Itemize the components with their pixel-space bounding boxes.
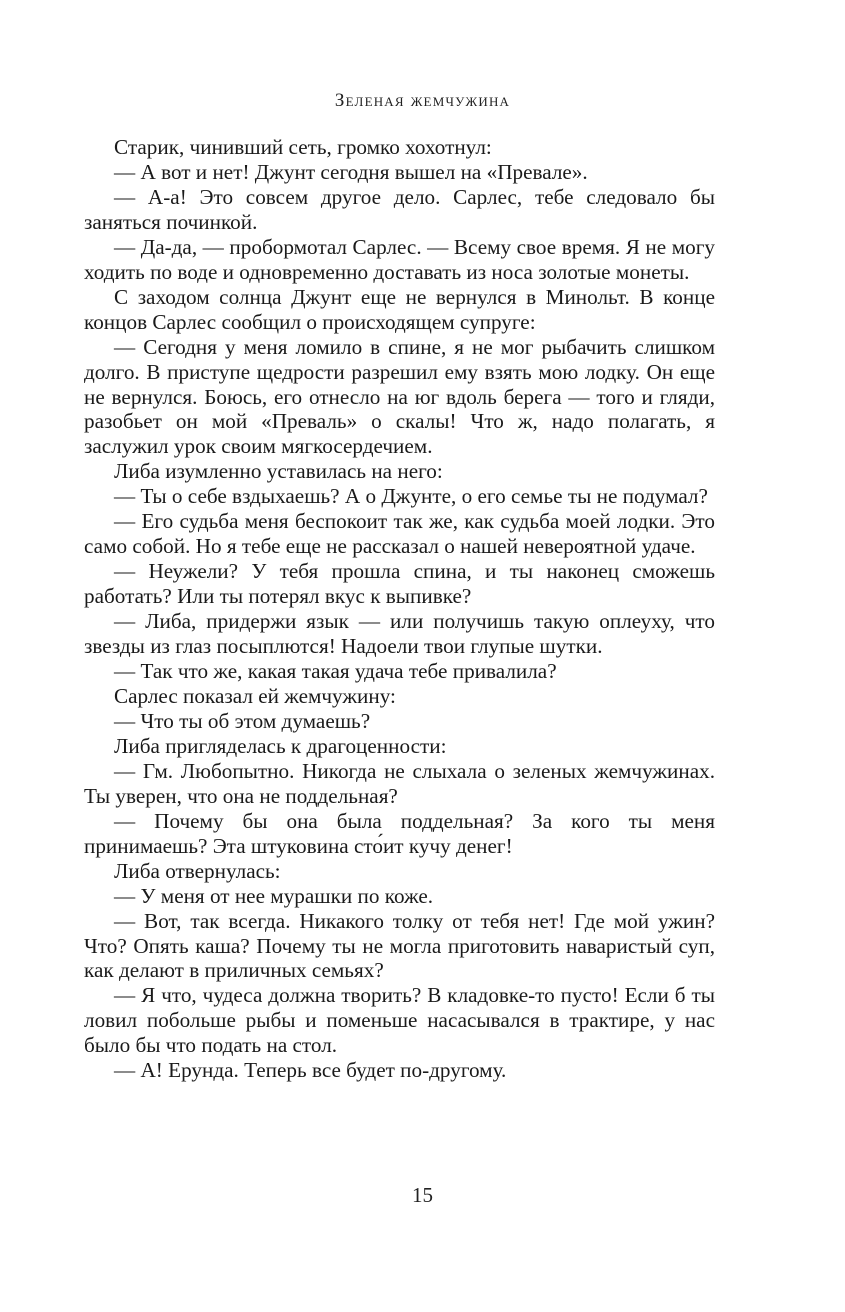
paragraph: — Почему бы она была поддельная? За кого ты меня принимаешь? Эта штуковина сто́ит кучу денег! — [84, 808, 715, 858]
paragraph: — Гм. Любопытно. Никогда не слыхала о зеленых жемчужинах. Ты уверен, что она не поддельная? — [84, 758, 715, 808]
paragraph: — Вот, так всегда. Никакого толку от тебя нет! Где мой ужин? Что? Опять каша? Почему ты не могла приготовить наваристый суп, как делают в приличных семьях? — [84, 908, 715, 983]
paragraph: — У меня от нее мурашки по коже. — [114, 883, 434, 908]
paragraph: — Сегодня у меня ломило в спине, я не мог рыбачить слишком долго. В приступе щедрости разрешил ему взять мою лодку. Он еще не вернулся. Боюсь, его отнесло на юг вдоль берега — того и гляди, разобьет он мой «Преваль» о скалы! Что ж, надо полагать, я заслужил урок своим мягкосердечием. — [84, 334, 715, 459]
page-number: 15 — [412, 1183, 433, 1207]
paragraph: — Я что, чудеса должна творить? В кладовке-то пусто! Если б ты ловил побольше рыбы и поменьше насасывался в трактире, у нас было бы что подать на стол. — [84, 983, 715, 1058]
paragraph: — Так что же, какая такая удача тебе привалила? — [114, 659, 557, 684]
paragraph: Либа отвернулась: — [114, 858, 281, 883]
paragraph: Сарлес показал ей жемчужину: — [114, 683, 396, 708]
paragraph: — Его судьба меня беспокоит так же, как судьба моей лодки. Это само собой. Но я тебе еще не рассказал о нашей невероятной удаче. — [84, 509, 715, 559]
paragraph: Либа изумленно уставилась на него: — [114, 459, 443, 484]
paragraph: — А-а! Это совсем другое дело. Сарлес, тебе следовало бы заняться починкой. — [84, 184, 715, 234]
paragraph: — А вот и нет! Джунт сегодня вышел на «Превале». — [114, 159, 588, 184]
paragraph: — Ты о себе вздыхаешь? А о Джунте, о его семье ты не подумал? — [114, 484, 708, 509]
paragraph: С заходом солнца Джунт еще не вернулся в Минольт. В конце концов Сарлес сообщил о происходящем супруге: — [84, 284, 715, 334]
paragraph: Либа пригляделась к драгоценности: — [114, 733, 447, 758]
running-head: Зеленая жемчужина — [334, 90, 511, 111]
paragraph: — Неужели? У тебя прошла спина, и ты наконец сможешь работать? Или ты потерял вкус к выпивке? — [84, 559, 715, 609]
paragraph: — Что ты об этом думаешь? — [114, 708, 371, 733]
paragraph: Старик, чинивший сеть, громко хохотнул: — [114, 135, 492, 159]
body-text — [84, 135, 715, 1083]
paragraph: — Либа, придержи язык — или получишь такую оплеуху, что звезды из глаз посыплются! Надоели твои глупые шутки. — [84, 609, 715, 659]
paragraph: — А! Ерунда. Теперь все будет по-другому. — [114, 1058, 507, 1083]
paragraph: — Да-да, — пробормотал Сарлес. — Всему свое время. Я не могу ходить по воде и одновременно доставать из носа золотые монеты. — [84, 234, 715, 284]
